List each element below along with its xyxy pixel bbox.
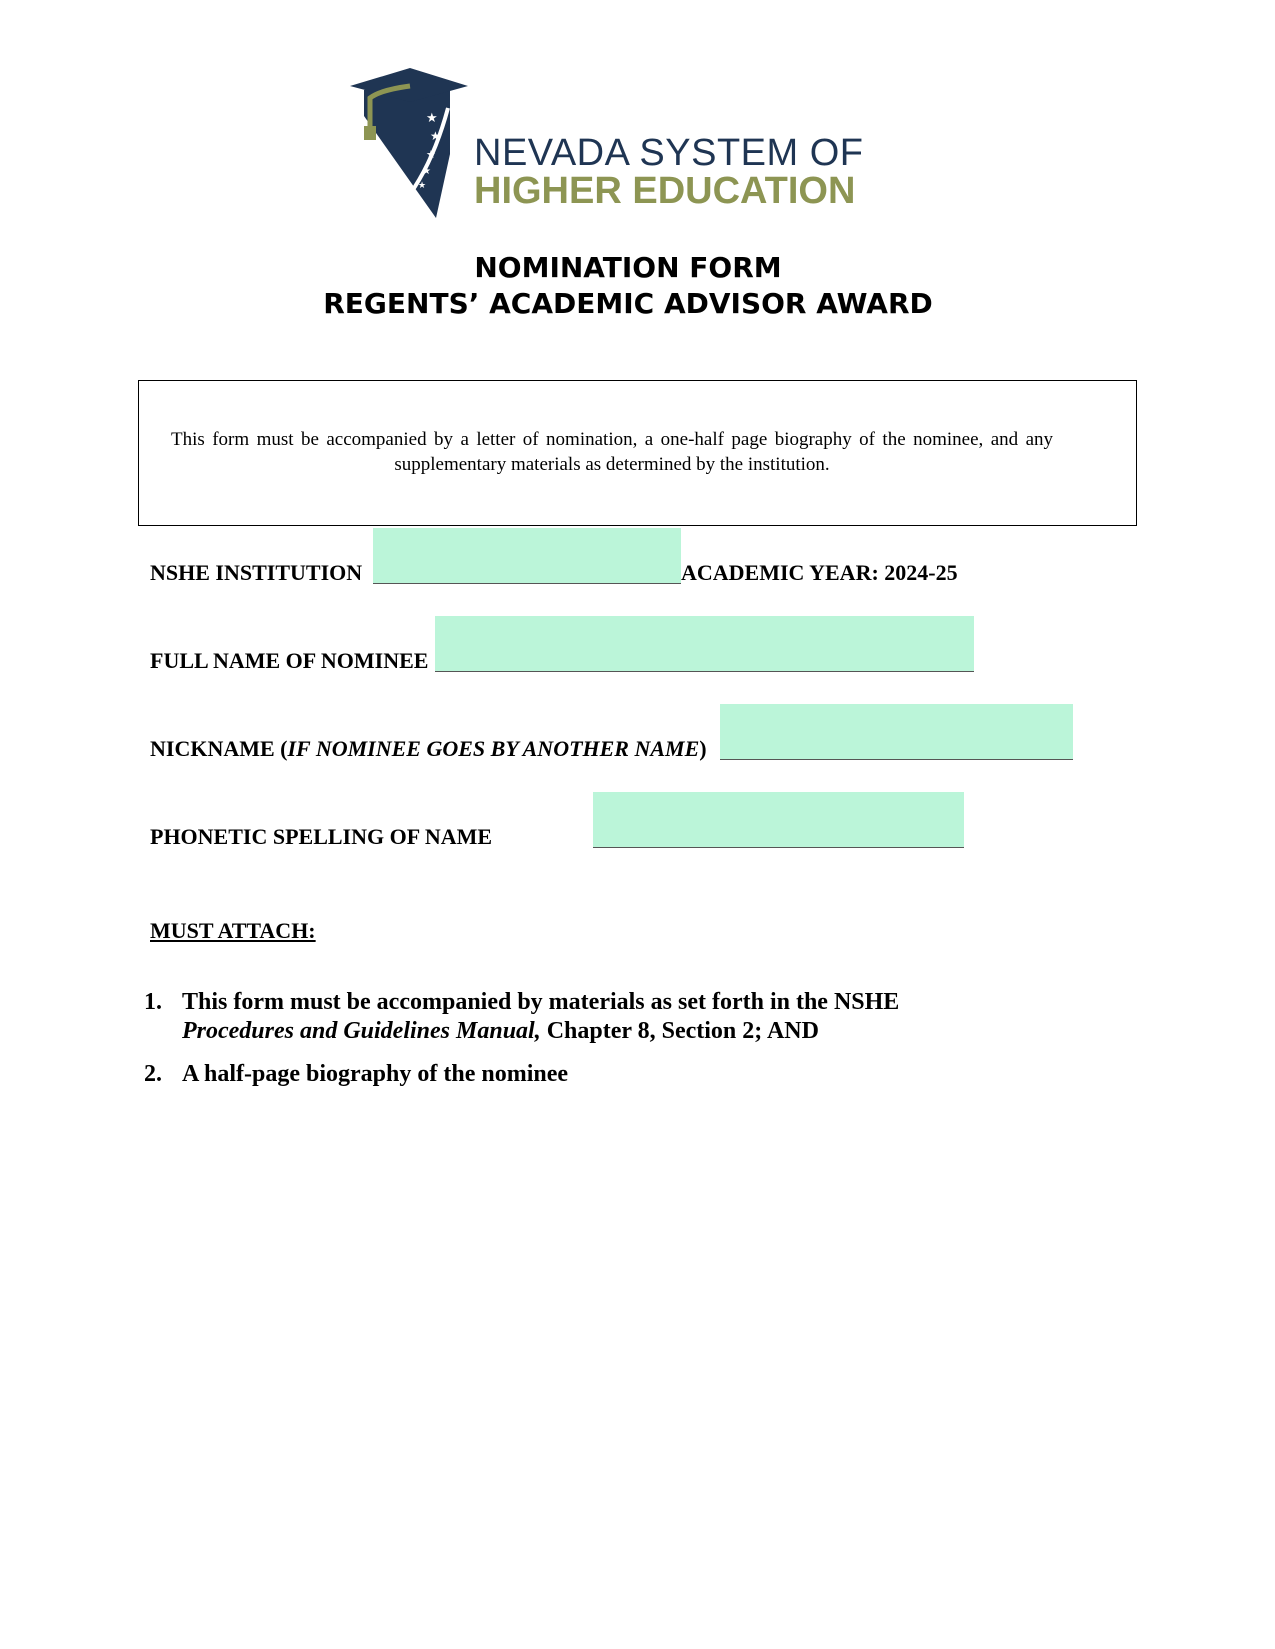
phonetic-spelling-label: PHONETIC SPELLING OF NAME bbox=[150, 824, 493, 849]
nshe-logo bbox=[350, 68, 870, 218]
form-title: NOMINATION FORM bbox=[474, 251, 782, 284]
graduation-cap-nevada-icon bbox=[350, 68, 475, 218]
list-item-text: Procedures and Guidelines Manual, Chapter 8, Section 2; AND bbox=[182, 1018, 819, 1044]
list-number: 1. bbox=[144, 989, 162, 1015]
list-number: 2. bbox=[144, 1061, 162, 1087]
must-attach-heading: MUST ATTACH: bbox=[150, 918, 316, 943]
full-name-label: FULL NAME OF NOMINEE bbox=[150, 648, 429, 673]
list-item-text: This form must be accompanied by materials as set forth in the NSHE bbox=[182, 989, 900, 1015]
svg-text:★: ★ bbox=[430, 129, 441, 143]
institution-label: NSHE INSTITUTION bbox=[150, 560, 363, 585]
logo-text-line2: HIGHER EDUCATION bbox=[474, 170, 856, 212]
nickname-label: NICKNAME (IF NOMINEE GOES BY ANOTHER NAME) bbox=[150, 736, 707, 761]
notice-text: This form must be accompanied by a letter of nomination, a one-half page biography of the nominee, and any supplementary materials as determined by the institution. bbox=[171, 429, 1053, 475]
svg-text:★: ★ bbox=[426, 148, 436, 161]
phonetic-spelling-field[interactable] bbox=[593, 792, 964, 848]
svg-text:★: ★ bbox=[426, 111, 438, 126]
notice-box bbox=[138, 380, 1137, 526]
full-name-field[interactable] bbox=[435, 616, 974, 672]
nickname-field[interactable] bbox=[720, 704, 1073, 760]
svg-text:★: ★ bbox=[418, 181, 427, 191]
svg-text:★: ★ bbox=[422, 166, 431, 177]
award-title: REGENTS’ ACADEMIC ADVISOR AWARD bbox=[323, 287, 933, 320]
logo-text-line1: NEVADA SYSTEM OF bbox=[474, 132, 864, 174]
list-item-text: A half-page biography of the nominee bbox=[182, 1061, 569, 1087]
academic-year-label: ACADEMIC YEAR: 2024-25 bbox=[681, 560, 958, 585]
institution-field[interactable] bbox=[373, 528, 681, 584]
